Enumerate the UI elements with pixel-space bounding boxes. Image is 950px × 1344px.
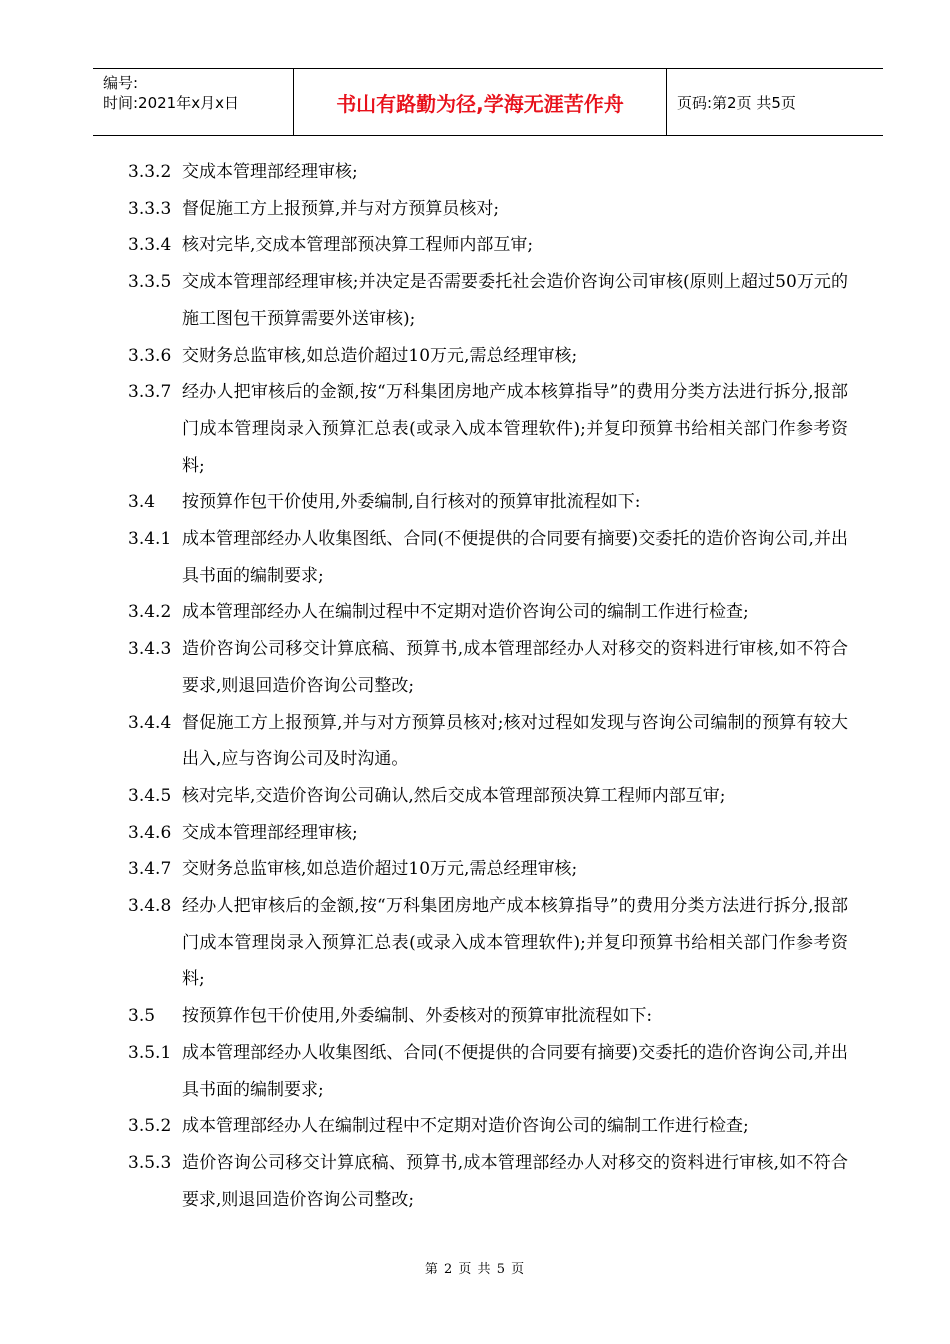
page-header	[93, 68, 883, 136]
clause-text: 经办人把审核后的金额,按“万科集团房地产成本核算指导”的费用分类方法进行拆分,报部门成本管理岗录入预算汇总表(或录入成本管理软件);并复印预算书给相关部门作参考资料;	[182, 382, 848, 476]
document-body	[128, 154, 848, 1218]
clause-number: 3.4.3	[128, 639, 172, 660]
clause-item	[128, 998, 848, 1035]
clause-text: 按预算作包干价使用,外委编制、外委核对的预算审批流程如下:	[182, 1006, 653, 1027]
clause-text: 交成本管理部经理审核;	[182, 822, 358, 843]
clause-text: 成本管理部经办人在编制过程中不定期对造价咨询公司的编制工作进行检查;	[182, 602, 749, 623]
clause-item	[128, 154, 848, 191]
clause-item	[128, 631, 848, 704]
clause-item	[128, 778, 848, 815]
clause-number: 3.3.6	[128, 345, 172, 366]
page-footer: 第 2 页 共 5 页	[424, 1262, 526, 1277]
clause-number: 3.4.1	[128, 529, 172, 550]
clause-number: 3.4.8	[128, 896, 172, 917]
clause-item	[128, 594, 848, 631]
clause-item	[128, 1145, 848, 1218]
clause-number: 3.3.7	[128, 382, 172, 403]
clause-item	[128, 1035, 848, 1108]
clause-item	[128, 705, 848, 778]
clause-text: 造价咨询公司移交计算底稿、预算书,成本管理部经办人对移交的资料进行审核,如不符合要求,则退回造价咨询公司整改;	[182, 1152, 848, 1210]
clause-item	[128, 191, 848, 228]
clause-number: 3.5.1	[128, 1042, 172, 1063]
clause-number: 3.5.2	[128, 1116, 172, 1137]
clause-number: 3.5.3	[128, 1152, 172, 1173]
clause-number: 3.4.2	[128, 602, 172, 623]
clause-item	[128, 851, 848, 888]
clause-item	[128, 484, 848, 521]
document-time-label: 时间:2021年x月x日	[103, 94, 239, 112]
clause-item	[128, 888, 848, 998]
clause-number: 3.3.2	[128, 162, 172, 182]
clause-text: 交成本管理部经理审核;并决定是否需要委托社会造价咨询公司审核(原则上超过50万元的施工图包干预算需要外送审核);	[182, 272, 848, 329]
clause-item	[128, 1108, 848, 1145]
document-number-label: 编号:	[103, 74, 139, 92]
clause-text: 交财务总监审核,如总造价超过10万元,需总经理审核;	[182, 859, 578, 880]
clause-text: 交财务总监审核,如总造价超过10万元,需总经理审核;	[182, 345, 578, 366]
clause-number: 3.4.6	[128, 822, 172, 843]
clause-text: 交成本管理部经理审核;	[182, 162, 358, 182]
clause-item	[128, 227, 848, 264]
clause-text: 成本管理部经办人收集图纸、合同(不便提供的合同要有摘要)交委托的造价咨询公司,并出具书面的编制要求;	[182, 529, 848, 586]
clause-number: 3.4.5	[128, 785, 172, 806]
clause-item	[128, 374, 848, 484]
clause-text: 成本管理部经办人收集图纸、合同(不便提供的合同要有摘要)交委托的造价咨询公司,并出具书面的编制要求;	[182, 1042, 848, 1100]
clause-item	[128, 338, 848, 375]
clause-text: 核对完毕,交成本管理部预决算工程师内部互审;	[182, 235, 534, 256]
clause-number: 3.4.7	[128, 859, 172, 880]
clause-number: 3.3.3	[128, 198, 172, 219]
clause-item	[128, 521, 848, 594]
clause-item	[128, 264, 848, 337]
clause-number: 3.4	[128, 492, 156, 513]
clause-number: 3.3.5	[128, 272, 172, 293]
clause-text: 经办人把审核后的金额,按“万科集团房地产成本核算指导”的费用分类方法进行拆分,报部门成本管理岗录入预算汇总表(或录入成本管理软件);并复印预算书给相关部门作参考资料;	[182, 896, 848, 990]
clause-text: 按预算作包干价使用,外委编制,自行核对的预算审批流程如下:	[182, 492, 641, 513]
header-motto: 书山有路勤为径,学海无涯苦作舟	[294, 69, 667, 135]
clause-number: 3.5	[128, 1006, 156, 1027]
clause-number: 3.4.4	[128, 712, 172, 733]
clause-item	[128, 815, 848, 852]
clause-text: 督促施工方上报预算,并与对方预算员核对;核对过程如发现与咨询公司编制的预算有较大出入,应与咨询公司及时沟通。	[182, 712, 848, 770]
clause-text: 成本管理部经办人在编制过程中不定期对造价咨询公司的编制工作进行检查;	[182, 1116, 749, 1137]
header-meta	[93, 69, 294, 135]
clause-number: 3.3.4	[128, 235, 172, 256]
clause-text: 督促施工方上报预算,并与对方预算员核对;	[182, 198, 500, 219]
clause-text: 核对完毕,交造价咨询公司确认,然后交成本管理部预决算工程师内部互审;	[182, 785, 726, 806]
header-page-info: 页码:第2页 共5页	[677, 93, 796, 112]
clause-text: 造价咨询公司移交计算底稿、预算书,成本管理部经办人对移交的资料进行审核,如不符合要求,则退回造价咨询公司整改;	[182, 639, 848, 696]
